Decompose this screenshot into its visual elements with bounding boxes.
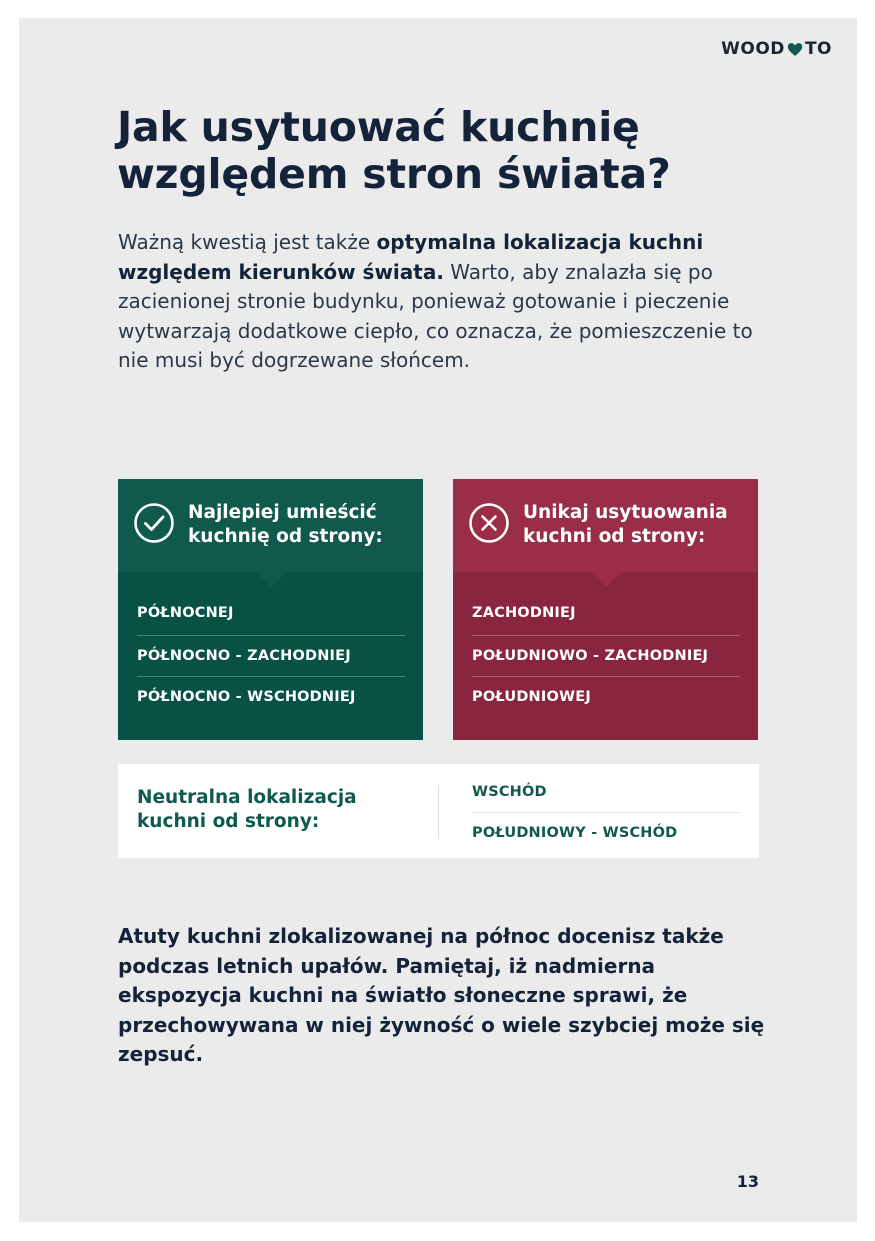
x-circle-icon: [468, 502, 510, 544]
best-box-pointer: [256, 572, 286, 587]
logo-text-left: WOOD: [721, 39, 785, 59]
neutral-divider: [438, 785, 439, 839]
best-orientation-box: [118, 479, 423, 740]
conclusion-paragraph: Atuty kuchni zlokalizowanej na północ docenisz także podczas letnich upałów. Pamiętaj, iż nadmierna ekspozycja kuchni na światło słoneczne sprawi, że przechowywana w niej żywność o wiele szybciej może się zepsuć.: [118, 924, 765, 1066]
avoid-direction-item: ZACHODNIEJ: [472, 594, 740, 636]
neutral-direction-item: WSCHÓD: [472, 772, 740, 813]
intro-paragraph: [118, 228, 768, 376]
best-direction-item: PÓŁNOCNO - WSCHODNIEJ: [137, 689, 356, 705]
best-direction-item: PÓŁNOCNO - ZACHODNIEJ: [137, 636, 405, 677]
logo-text-right: TO: [804, 39, 832, 59]
heart-icon: [787, 42, 803, 57]
intro-text-start: Ważną kwestią jest także: [118, 230, 377, 254]
page: [19, 18, 857, 1222]
neutral-orientation-box: [118, 764, 759, 858]
best-box-list: [118, 572, 423, 740]
avoid-box-heading: Unikaj usytuowania kuchni od strony:: [523, 502, 728, 547]
neutral-box-heading: Neutralna lokalizacja kuchni od strony:: [137, 787, 357, 832]
avoid-orientation-box: [453, 479, 758, 740]
best-box-header: [118, 479, 423, 572]
intro-text-bold: optymalna lokalizacja kuchni względem kierunków świata.: [118, 230, 704, 284]
best-box-heading: Najlepiej umieścić kuchnię od strony:: [188, 502, 383, 547]
check-circle-icon: [133, 502, 175, 544]
page-number: 13: [736, 1172, 759, 1191]
brand-logo: [721, 39, 832, 59]
avoid-box-pointer: [591, 572, 621, 587]
avoid-direction-item: POŁUDNIOWO - ZACHODNIEJ: [472, 636, 740, 677]
intro-text-end: Warto, aby znalazła się po zacienionej stronie budynku, ponieważ gotowanie i pieczenie wytwarzają dodatkowe ciepło, co oznacza, że pomieszczenie to nie musi być dogrzewane słońcem.: [118, 259, 753, 372]
best-direction-item: PÓŁNOCNEJ: [137, 594, 405, 636]
page-title: Jak usytuować kuchnię względem stron świata?: [117, 103, 671, 198]
avoid-box-header: [453, 479, 758, 572]
avoid-box-list: [453, 572, 758, 740]
avoid-direction-item: POŁUDNIOWEJ: [472, 689, 591, 705]
neutral-direction-item: POŁUDNIOWY - WSCHÓD: [472, 825, 678, 841]
